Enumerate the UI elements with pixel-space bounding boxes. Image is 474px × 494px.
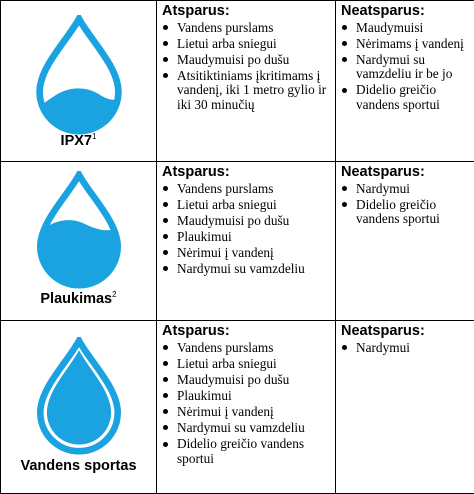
list-item: Plaukimui <box>161 389 331 404</box>
list-item: Nardymui su vamzdeliu ir be jo <box>340 53 471 82</box>
list-item: Nardymui <box>340 182 471 197</box>
resistant-cell <box>157 1 336 162</box>
list-item: Didelio greičio vandens sportui <box>340 198 471 227</box>
list-item: Plaukimui <box>161 230 331 245</box>
list-item: Vandens purslams <box>161 182 331 197</box>
icon-label: $IPX7^1$ <box>1 132 156 149</box>
not-resistant-list <box>336 21 474 113</box>
not-resistant-list <box>336 341 474 356</box>
not-resistant-heading: Neatsparus: <box>341 3 474 20</box>
list-item: Maudymuisi po dušu <box>161 53 331 68</box>
resistant-list <box>157 182 335 277</box>
table-row-ipx7 <box>1 1 474 162</box>
icon-cell <box>1 321 157 494</box>
resistant-heading: Atsparus: <box>162 3 335 20</box>
list-item: Atsitiktiniams įkritimams į vandenį, iki 1 metro gylio ir iki 30 minučių <box>161 69 331 113</box>
resistant-cell <box>157 162 336 321</box>
list-item: Vandens purslams <box>161 341 331 356</box>
list-item: Nėrimams į vandenį <box>340 37 471 52</box>
list-item: Nėrimui į vandenį <box>161 246 331 261</box>
list-item: Nardymui <box>340 341 471 356</box>
table-row-swimming <box>1 162 474 321</box>
icon-cell <box>1 1 157 162</box>
list-item: Lietui arba sniegui <box>161 357 331 372</box>
list-item: Nardymui su vamzdeliu <box>161 421 331 436</box>
list-item: Lietui arba sniegui <box>161 37 331 52</box>
list-item: Lietui arba sniegui <box>161 198 331 213</box>
resistant-list <box>157 21 335 113</box>
resistant-heading: Atsparus: <box>162 323 335 340</box>
icon-label: Plaukimas$^2$ <box>1 290 156 307</box>
resistant-list <box>157 341 335 467</box>
list-item: Dideliо greičio vandens sportui <box>340 83 471 112</box>
icon-cell <box>1 162 157 321</box>
water-drop-full-fill-icon <box>31 337 127 455</box>
not-resistant-heading: Neatsparus: <box>341 164 474 181</box>
list-item: Nardymui su vamzdeliu <box>161 262 331 277</box>
list-item: Maudymuisi po dušu <box>161 373 331 388</box>
not-resistant-cell <box>336 321 474 494</box>
list-item: Vandens purslams <box>161 21 331 36</box>
list-item: Maudymuisi <box>340 21 471 36</box>
not-resistant-heading: Neatsparus: <box>341 323 474 340</box>
water-drop-half-fill-icon <box>31 171 127 289</box>
table-row-water-sports <box>1 321 474 494</box>
not-resistant-cell <box>336 1 474 162</box>
list-item: Didelio greičio vandens sportui <box>161 437 331 466</box>
resistant-heading: Atsparus: <box>162 164 335 181</box>
list-item: Nėrimui į vandenį <box>161 405 331 420</box>
not-resistant-cell <box>336 162 474 321</box>
resistant-cell <box>157 321 336 494</box>
icon-label: Vandens sportas <box>1 457 156 474</box>
not-resistant-list <box>336 182 474 227</box>
list-item: Maudymuisi po dušu <box>161 214 331 229</box>
water-drop-low-fill-icon <box>31 15 127 135</box>
